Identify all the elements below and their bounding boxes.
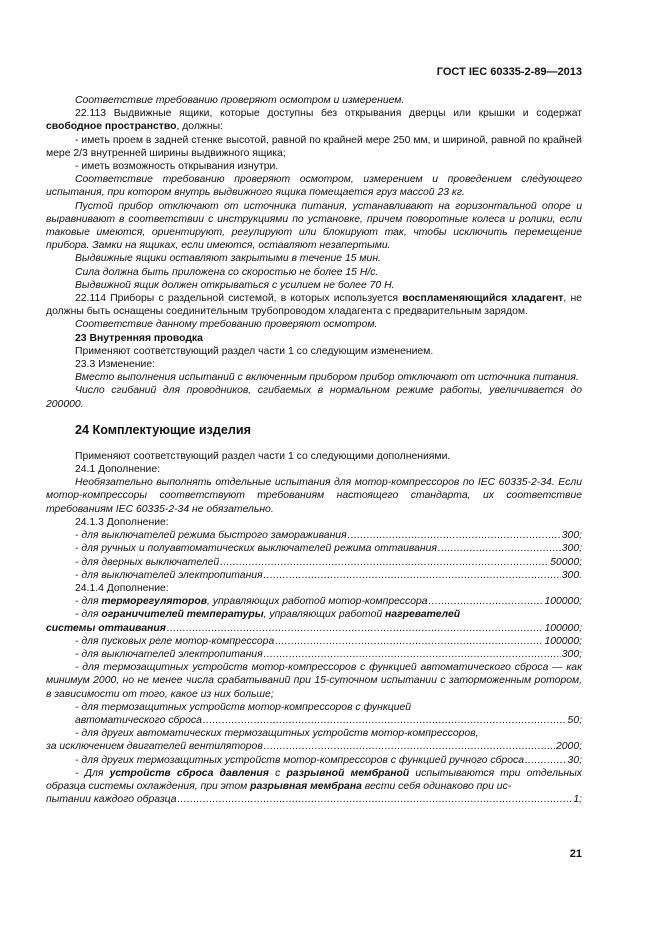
list-item <box>46 767 582 793</box>
text: , управляющих работой мотор-компрессора <box>206 596 428 608</box>
document-header: ГОСТ IEC 60335-2-89—2013 <box>436 66 582 78</box>
list-label: - для ручных и полуавтоматических выключателей режима оттаивания <box>75 543 437 555</box>
list-item <box>46 542 582 555</box>
paragraph: - иметь проем в задней стенке высотой, равной по крайней мере 250 мм, и шириной, равной по крайней мере 2/3 внутренней ширины выдвижного ящика; <box>46 134 582 159</box>
term-bold: разрывной мембраной <box>286 767 410 779</box>
list-label <box>75 595 428 608</box>
paragraph: Вместо выполнения испытаний с включенным прибором прибор отключают от источника питания. <box>75 372 579 384</box>
term-bold: нагревателей <box>385 609 461 621</box>
list-value: 1; <box>573 794 582 806</box>
list-label: пытании каждого образца <box>46 794 177 806</box>
paragraph: Пустой прибор отключают от источника питания, устанавливают на горизонтальной опоре и выравнивают в соответствии с инструкциями по установке, причем поворотные колеса и ролики, если таковые имеются, ориентируют, регулируют или блокируют так, чтобы исключить перемещение прибора. Замки на ящиках, если имеются, оставляют незапертыми. <box>46 200 582 252</box>
paragraph: 24.1.3 Дополнение: <box>75 516 169 528</box>
list-item <box>46 714 582 727</box>
leader-dots <box>264 740 555 753</box>
list-item <box>46 608 582 621</box>
list-label: - для выключателей режима быстрого замораживания <box>75 530 347 542</box>
term-bold: воспламеняющийся хладагент <box>402 293 564 305</box>
paragraph: Необязательно выполнять отдельные испытания для мотор-компрессоров по IEC 60335-2-34. Если мотор-компрессоры соответствуют требованиям настоящего стандарта, их соответствие требованиям IEC 60335-2-34 не обязательно. <box>46 477 582 515</box>
list-value: 50000; <box>550 556 582 568</box>
term-bold: свободное пространство <box>46 121 177 133</box>
term-bold: разрывная мембрана <box>250 780 362 792</box>
term-bold: системы оттаивания <box>46 622 166 634</box>
list-item <box>46 740 582 753</box>
list-item <box>46 648 582 661</box>
text: , не должны быть оснащены соединительным трубопроводом хладагента с предварительным зарядом. <box>46 293 582 318</box>
leader-dots <box>429 595 544 608</box>
paragraph: Число сгибаний для проводников, сгибаемых в нормальном режиме работы, увеличивается до 200000. <box>46 385 582 410</box>
list-item <box>46 754 582 767</box>
paragraph: 23.3 Изменение: <box>75 359 155 371</box>
list-value: 50; <box>567 714 582 726</box>
list-label: - для выключателей электропитания <box>75 648 263 660</box>
page-body <box>46 94 582 806</box>
list-label: - для других термозащитных устройств мотор-компрессоров с функцией ручного сброса <box>75 754 524 766</box>
text: вести себя одинаково при ис- <box>361 780 512 792</box>
paragraph: - иметь возможность открывания изнутри. <box>75 161 279 173</box>
leader-dots <box>203 714 567 727</box>
paragraph <box>46 292 582 318</box>
leader-dots <box>348 529 561 542</box>
list-value: 2000; <box>555 741 582 753</box>
leader-dots <box>220 556 549 569</box>
section-heading: 24 Комплектующие изделия <box>75 422 251 437</box>
paragraph: Применяют соответствующий раздел части 1 со следующим изменением. <box>75 345 434 357</box>
leader-dots <box>438 542 561 555</box>
list-item: - для других автоматических термозащитных устройств мотор-компрессоров, <box>75 728 479 740</box>
leader-dots <box>167 622 544 635</box>
list-value: 100000; <box>544 635 582 647</box>
text: испытываются три отдельных образца системы охлаждения, при этом <box>46 767 582 792</box>
text: , управляющих работой <box>263 609 386 621</box>
list-label: - для выключателей электропитания <box>75 569 263 581</box>
term-bold: устройств сброса давления <box>109 767 269 779</box>
list-value: 100000; <box>544 596 582 608</box>
paragraph: Выдвижные ящики оставляют закрытыми в течение 15 мин. <box>75 253 381 265</box>
list-label: автоматического сброса <box>75 714 202 726</box>
leader-dots <box>264 648 561 661</box>
paragraph: Применяют соответствующий раздел части 1 со следующими дополнениями. <box>75 450 451 462</box>
text: - для <box>75 596 102 608</box>
text: 22.114 Приборы с раздельной системой, в которых используется <box>75 293 403 305</box>
list-value: 30; <box>567 754 582 766</box>
list-value: 300. <box>561 569 582 581</box>
list-item: - для термозащитных устройств мотор-компрессоров с функцией автоматического сброса — как минимум 2000, но не менее числа срабатываний при 15-суточном испытании с заторможенным ротором, в зависимости от того, какое из них больше; <box>46 662 582 700</box>
text: 22.113 Выдвижные ящики, которые доступны без открывания дверцы или крышки и содержат <box>75 108 582 120</box>
list-label: - для пусковых реле мотор-компрессора <box>75 635 275 647</box>
leader-dots <box>264 569 561 582</box>
list-item <box>46 556 582 569</box>
list-item <box>46 595 582 608</box>
list-label: - для дверных выключателей <box>75 556 220 568</box>
list-value: 100000; <box>544 622 582 634</box>
leader-dots <box>525 754 567 767</box>
paragraph: Сила должна быть приложена со скоростью не более 15 Н/с. <box>75 266 379 278</box>
term-bold: терморегуляторов <box>101 596 207 608</box>
list-item <box>46 793 582 806</box>
text: с <box>268 767 287 779</box>
leader-dots <box>178 793 573 806</box>
text: - Для <box>75 767 110 779</box>
term-bold: ограничителей температуры <box>101 609 264 621</box>
list-value: 300; <box>561 543 582 555</box>
page-number: 21 <box>569 848 582 860</box>
paragraph: Соответствие данному требованию проверяют осмотром. <box>75 319 378 331</box>
leader-dots <box>275 635 543 648</box>
paragraph: 24.1.4 Дополнение: <box>75 582 169 594</box>
list-value: 300; <box>561 530 582 542</box>
paragraph: Выдвижной ящик должен открываться с усилием не более 70 Н. <box>75 279 395 291</box>
list-value: 300; <box>561 648 582 660</box>
text: - для <box>75 609 102 621</box>
paragraph: Соответствие требованию проверяют осмотром, измерением и проведением следующего испытания, при котором внутрь выдвижного ящика помещается груз массой 23 кг. <box>46 174 582 199</box>
list-item: - для термозащитных устройств мотор-компрессоров с функцией <box>75 701 412 713</box>
list-item <box>46 569 582 582</box>
list-item <box>46 635 582 648</box>
list-label: за исключением двигателей вентиляторов <box>46 741 263 753</box>
list-item <box>46 622 582 635</box>
paragraph <box>46 107 582 133</box>
text: , должны: <box>176 121 223 133</box>
section-heading: 23 Внутренняя проводка <box>75 332 203 344</box>
paragraph: 24.1 Дополнение: <box>75 464 161 476</box>
paragraph: Соответствие требованию проверяют осмотром и измерением. <box>75 95 405 106</box>
list-item <box>46 529 582 542</box>
